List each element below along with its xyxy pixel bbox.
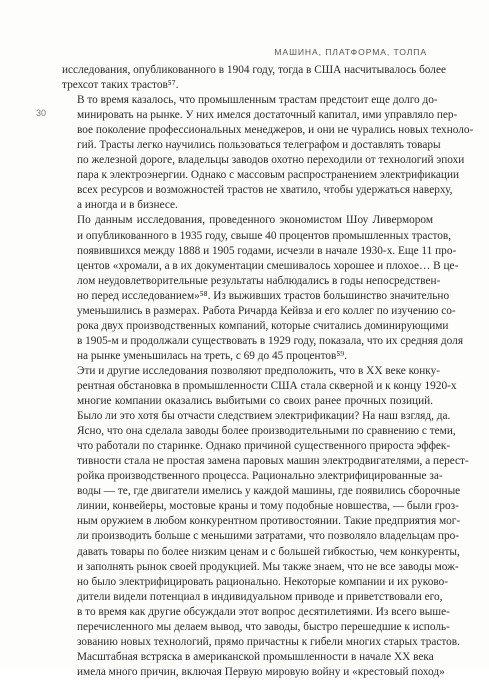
text-line: в то время как другие обсуждали этот вопрос десятилетиями. Из всего выше- (77, 605, 450, 618)
text-line: пара к электроэнергии. Однако с массовым распространением электрификации (77, 169, 460, 182)
text-line: и опубликованного в 1935 году, свыше 40 процентов промышленных трастов, (77, 229, 452, 242)
text-line: центов «хромали, а в их документации смешивалось хорошее и плохое… В це- (77, 259, 459, 272)
text-line: имела много причин, включая Первую мировую войну и «крестовый поход» (77, 665, 445, 678)
text-line: дители видели потенциал в индивидуальном приводе и приветствовали его, (77, 590, 443, 603)
text-line: линии, конвейеры, мостовые краны и тому подобные новшества, — были гроз- (77, 500, 459, 513)
paragraph (62, 213, 464, 363)
text-line: В то время казалось, что промышленным трастам предстоит еще долго до- (77, 94, 438, 107)
text-line: что работали по старинке. Однако причиной существенного прироста эффек- (77, 440, 451, 453)
text-line: воды — те, где двигатели имелись у каждой машины, где появились сборочные (77, 485, 461, 498)
paragraph (62, 364, 469, 650)
text-line: Было ли это хотя бы отчасти следствием электрификации? На наш взгляд, да. (77, 410, 451, 423)
text-line: по железной дороге, владельцы заводов охотно переходили от технологий эпохи (77, 154, 465, 167)
text-line: Масштабная встряска в американской промышленности в начале XX века (77, 650, 434, 663)
paragraph (62, 63, 446, 93)
text-line: давать товары по более низким ценам и с большей гибкостью, чем конкуренты, (77, 545, 460, 558)
text-line: Эти и другие исследования позволяют предположить, что в XX веке конку- (77, 364, 440, 377)
text-line: многие компании оказались выбитыми со своих ранее прочных позиций. (77, 395, 433, 408)
text-line: гий. Трасты легко научились пользоваться телеграфом и доставлять товары (77, 139, 441, 152)
text-line: тивности стала не простая замена паровых машин электродвигателями, а перест- (77, 455, 469, 468)
text-line: ли производить больше с меньшими затратами, что позволяло владельцам про- (77, 530, 460, 543)
body-text (62, 63, 474, 680)
text-line: ным оружием в любом конкурентном противостоянии. Такие предприятия мог- (77, 515, 461, 528)
text-line: а иногда и в бизнесе. (77, 199, 178, 212)
text-line: По данным исследования, проведенного экономистом Шоу Ливермором (77, 214, 433, 227)
text-line: перечисленного мы делаем вывод, что заводы, быстро перешедшие к исполь- (77, 620, 450, 633)
text-line: лом неудовлетворительные результаты наблюдались в годы непосредствен- (77, 274, 441, 287)
text-line: Ясно, что она сделала заводы более производительными по сравнению с теми, (77, 425, 456, 438)
text-line: рока двух производственных компаний, которые считались доминирующими (77, 319, 449, 332)
paragraph (62, 650, 445, 680)
text-line: трехсот таких трастов⁵⁷. (62, 79, 179, 92)
text-line: появившихся между 1888 и 1905 годами, исчезли в начале 1930-х. Еще 11 про- (77, 244, 457, 257)
text-line: уменьшились в размерах. Работа Ричарда Кейвза и его коллег по изучению со- (77, 304, 456, 317)
text-line: ройка производственного процесса. Рационально электрифицированные за- (77, 470, 443, 483)
text-line: но было электрифицировать рационально. Некоторые компании и их руково- (77, 575, 449, 588)
text-line: всех ресурсов и возможностей трастов не хватило, чтобы удержаться наверху, (77, 184, 453, 197)
paragraph (62, 93, 474, 213)
running-title: МАШИНА, ПЛАТФОРМА, ТОЛПА (274, 47, 427, 57)
page-number: 30 (36, 108, 47, 118)
text-line: минировать на рынке. У них имелся достаточный капитал, ими управляло пер- (77, 109, 458, 122)
text-line: исследования, опубликованного в 1904 году, тогда в США насчитывалось более (62, 64, 446, 76)
text-line: на рынке уменьшилась на треть, с 69 до 45 процентов⁵⁹. (77, 349, 348, 362)
text-line: зованию новых технологий, прямо причастны к гибели многих старых трастов. (77, 635, 460, 648)
text-line: рентная обстановка в промышленности США стала скверной и к концу 1920-х (77, 379, 457, 392)
text-line: и заполнять рынок своей продукцией. Мы также знаем, что не все заводы мож- (77, 560, 459, 573)
text-line: вое поколение профессиональных менеджеров, и они не чурались новых техноло- (77, 124, 474, 137)
text-line: в 1905-м и продолжали существовать в 1929 году, показала, что их средняя доля (77, 334, 464, 347)
text-line: но перед исследованием»⁵⁸. Из выживших трастов большинство значительно (77, 289, 450, 302)
